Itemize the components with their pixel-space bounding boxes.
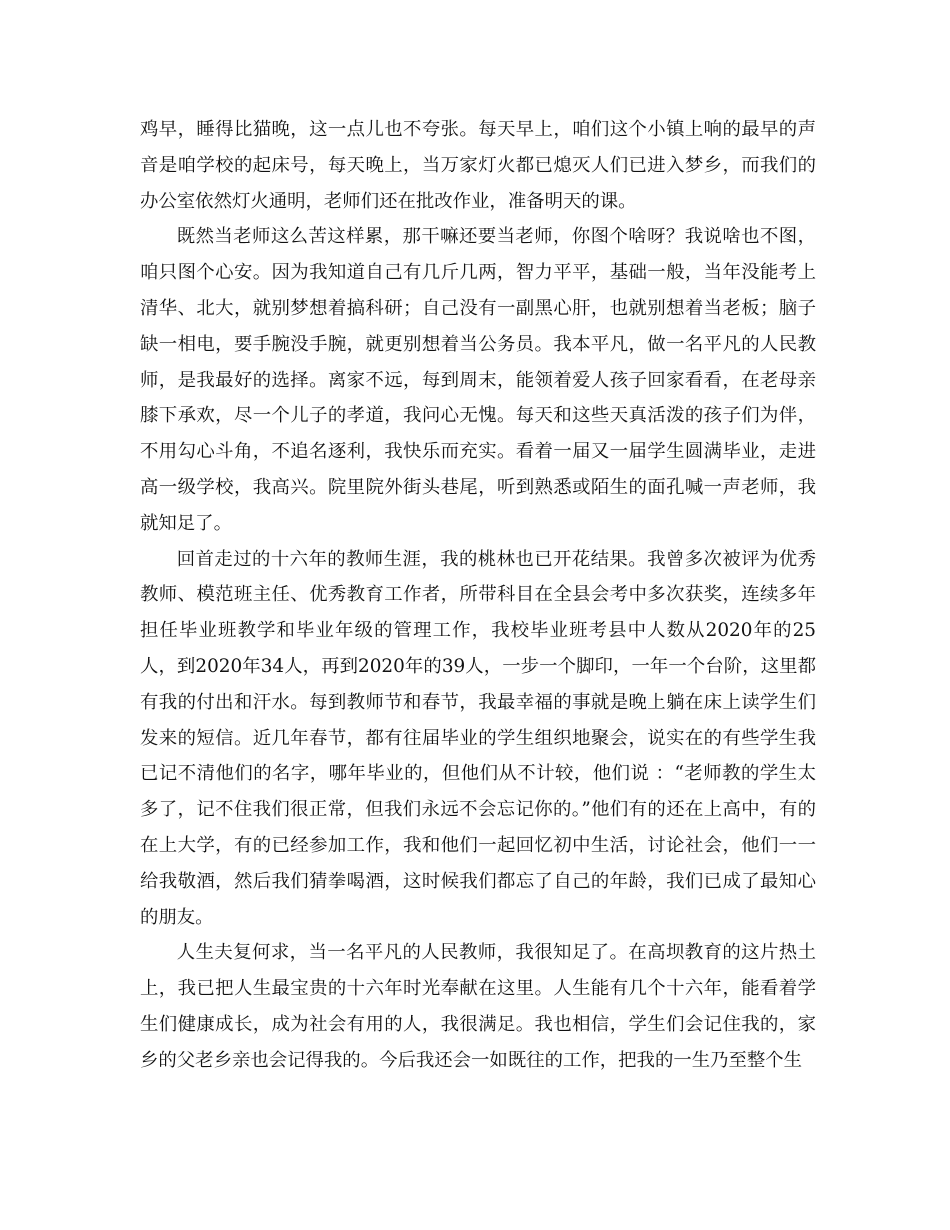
paragraph-contentment: 人生夫复何求，当一名平凡的人民教师，我很知足了。在高坝教育的这片热土上，我已把人生最宝贵的十六年时光奉献在这里。人生能有几个十六年，能看着学生们健康成长，成为社会有用的人，我很满足。我也相信，学生们会记住我的，家乡的父老乡亲也会记得我的。今后我还会一如既往的工作，把我的一生乃至整个生 [140,942,816,1071]
document-body [140,112,816,1079]
paragraph-continuation: 鸡早，睡得比猫晚，这一点儿也不夸张。每天早上，咱们这个小镇上响的最早的声音是咱学校的起床号，每天晚上，当万家灯火都已熄灭人们已进入梦乡，而我们的办公室依然灯火通明，老师们还在批改作业，准备明天的课。 [140,119,816,212]
paragraph-why-teach: 既然当老师这么苦这样累，那干嘛还要当老师，你图个啥呀？我说啥也不图，咱只图个心安。因为我知道自己有几斤几两，智力平平，基础一般，当年没能考上清华、北大，就别梦想着搞科研；自己没有一副黑心肝，也就别想着当老板；脑子缺一相电，要手腕没手腕，就更别想着当公务员。我本平凡，做一名平凡的人民教师，是我最好的选择。离家不远，每到周末，能领着爱人孩子回家看看，在老母亲膝下承欢，尽一个儿子的孝道，我问心无愧。每天和这些天真活泼的孩子们为伴，不用勾心斗角，不追名逐利，我快乐而充实。看着一届又一届学生圆满毕业，走进高一级学校，我高兴。院里院外街头巷尾，听到熟悉或陌生的面孔喊一声老师，我就知足了。 [140,226,816,534]
paragraph-career-review: 回首走过的十六年的教师生涯，我的桃林也已开花结果。我曾多次被评为优秀教师、模范班主任、优秀教育工作者，所带科目在全县会考中多次获奖，连续多年担任毕业班教学和毕业年级的管理工作，我校毕业班考县中人数从2020年的25人，到2020年34人，再到2020年的39人，一步一个脚印，一年一个台阶，这里都有我的付出和汗水。每到教师节和春节，我最幸福的事就是晚上躺在床上读学生们发来的短信。近几年春节，都有往届毕业的学生组织地聚会，说实在的有些学生我已记不清他们的名字，哪年毕业的，但他们从不计较，他们说 ：“老师教的学生太多了，记不住我们很正常，但我们永远不会忘记你的。”他们有的还在上高中，有的在上大学，有的已经参加工作，我和他们一起回忆初中生活，讨论社会，他们一一给我敬酒，然后我们猜拳喝酒，这时候我们都忘了自己的年龄，我们已成了最知心的朋友。 [140,548,816,928]
